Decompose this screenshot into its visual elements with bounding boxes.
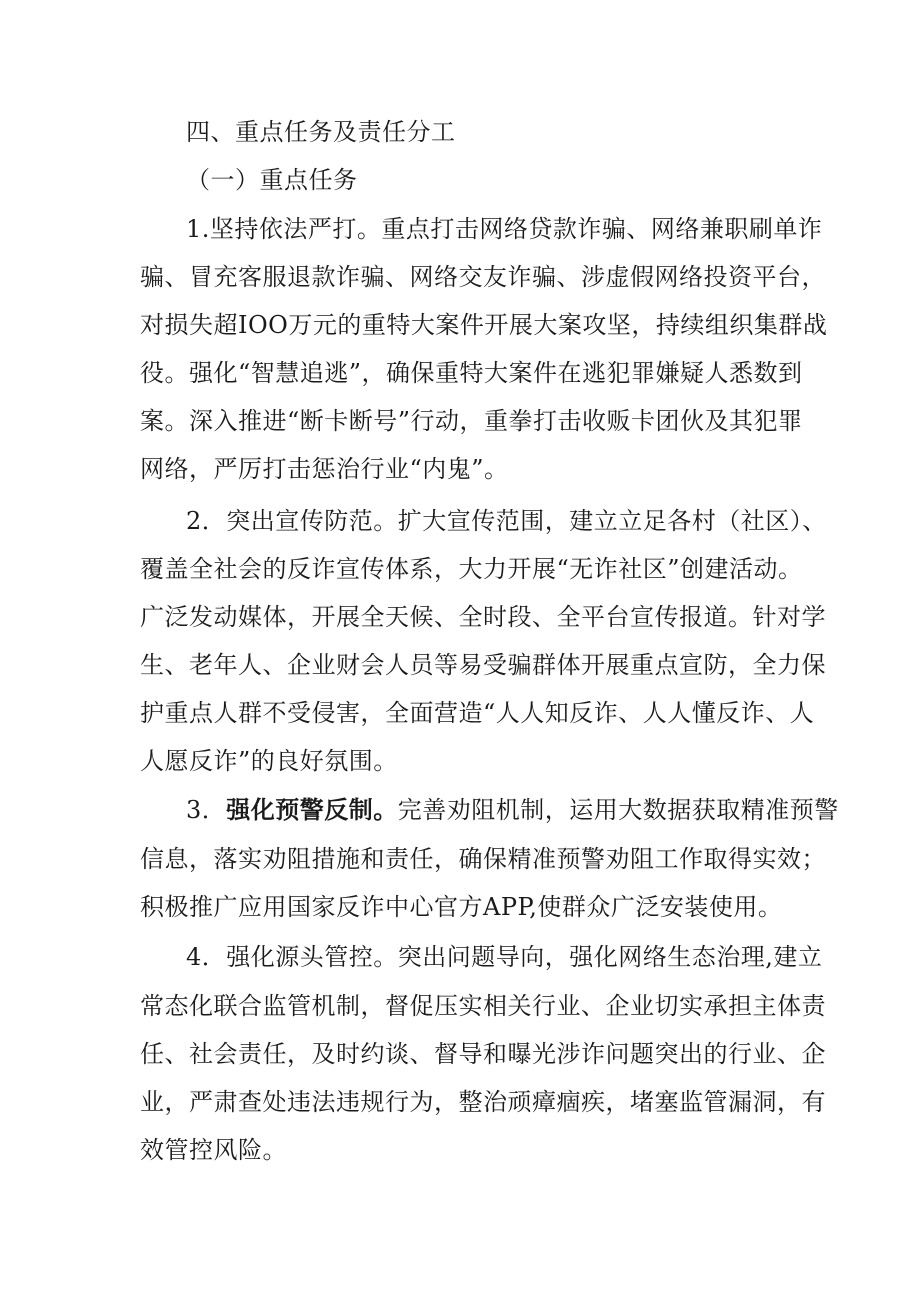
paragraph-line: 业，严肃查处违法违规行为，整治顽瘴痼疾，堵塞监管漏洞，有 [140,1088,826,1116]
paragraph-line: 人愿反诈”的良好氛围。 [140,747,398,775]
paragraph-line: 骗、冒充客服退款诈骗、网络交友诈骗、涉虚假网络投资平台， [140,263,826,291]
item-number: 3． [186,796,227,824]
paragraph-line: 网络，严厉打击惩治行业“内鬼”。 [140,455,509,483]
paragraph-line: 任、社会责任，及时约谈、督导和曝光涉诈问题突出的行业、企 [140,1040,826,1068]
item-text: 完善劝阻机制，运用大数据获取精准预警 [397,796,839,824]
paragraph-line: 4．强化源头管控。突出问题导向，强化网络生态治理,建立 [186,943,823,971]
paragraph-line: 护重点人群不受侵害，全面营造“人人知反诈、人人懂反诈、人 [140,699,815,727]
subsection-heading: （一）重点任务 [186,166,358,194]
paragraph-line: 常态化联合监管机制，督促压实相关行业、企业切实承担主体责 [140,992,826,1020]
paragraph-line: 2．突出宣传防范。扩大宣传范围，建立立足各村（社区）、 [186,507,827,535]
paragraph-line: 效管控风险。 [140,1136,287,1164]
paragraph-line: 1.坚持依法严打。重点打击网络贷款诈骗、网络兼职刷单诈 [186,215,823,243]
paragraph-line: 覆盖全社会的反诈宣传体系，大力开展“无诈社区”创建活动。 [140,555,803,583]
paragraph-line-first [186,793,839,827]
paragraph-line: 生、老年人、企业财会人员等易受骗群体开展重点宣防，全力保 [140,651,826,679]
paragraph-line: 信息，落实劝阻措施和责任，确保精准预警劝阻工作取得实效； [140,845,826,873]
section-heading: 四、重点任务及责任分工 [186,118,456,146]
paragraph-line: 案。深入推进“断卡断号”行动，重拳打击收贩卡团伙及其犯罪 [140,407,803,435]
item-title-bold: 强化预警反制。 [226,795,398,824]
paragraph-line: 役。强化“智慧追逃”，确保重特大案件在逃犯罪嫌疑人悉数到 [140,359,803,387]
paragraph-line: 积极推广应用国家反诈中心官方APP,使群众广泛安装使用。 [140,893,783,921]
paragraph-line: 广泛发动媒体，开展全天候、全时段、全平台宣传报道。针对学 [140,603,826,631]
paragraph-line: 对损失超IOO万元的重特大案件开展大案攻坚，持续组织集群战 [140,311,828,339]
